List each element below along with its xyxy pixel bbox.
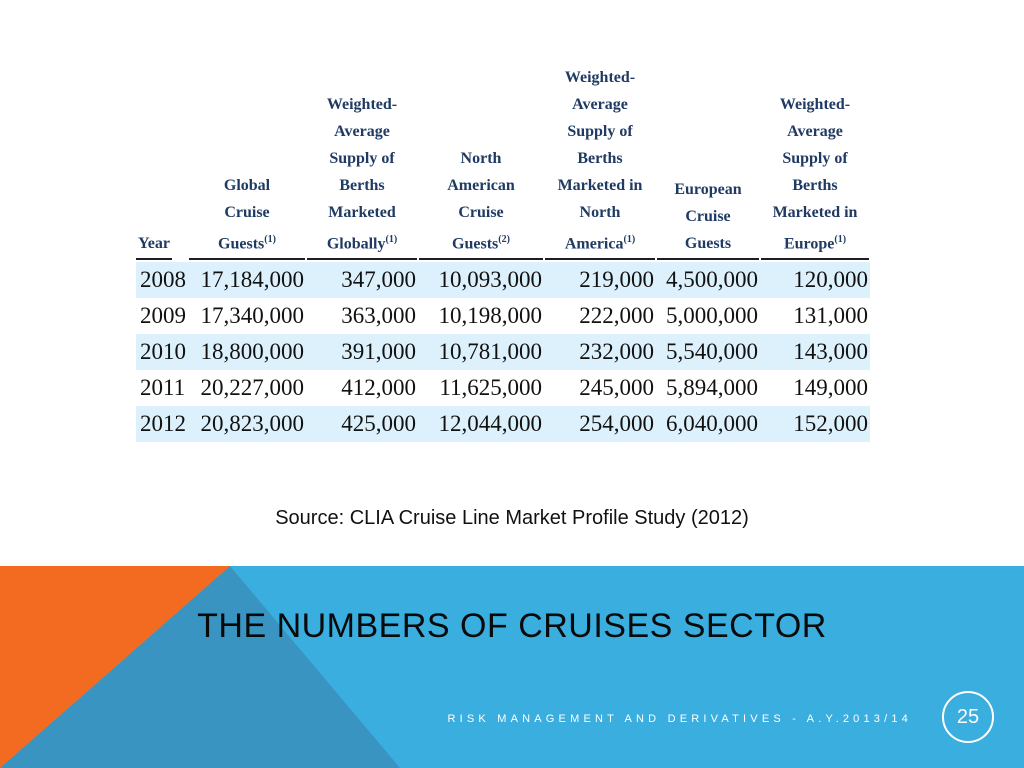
header-footnote-marker: (1): [385, 234, 398, 245]
value-cell: 149,000: [793, 375, 868, 401]
value-cell: 425,000: [306, 406, 418, 442]
column-header-3: [418, 64, 544, 262]
table-row: [136, 334, 870, 370]
column-header-label: [545, 64, 655, 260]
cruise-data-table: [136, 64, 870, 442]
table-header-row: [136, 64, 870, 262]
value-cell: 363,000: [341, 303, 416, 329]
header-line: North: [579, 204, 621, 221]
value-cell: 6,040,000: [656, 406, 760, 442]
year-cell: 2008: [136, 262, 188, 298]
value-cell: 152,000: [760, 406, 870, 442]
slide-title: THE NUMBERS OF CRUISES SECTOR: [197, 607, 827, 645]
value-cell: 18,800,000: [188, 334, 306, 370]
value-cell: 412,000: [341, 375, 416, 401]
value-cell: 219,000: [544, 262, 656, 298]
column-header-label: [419, 145, 543, 260]
value-cell: 5,540,000: [656, 334, 760, 370]
header-line: Year: [138, 235, 170, 253]
column-header-label: [761, 91, 869, 260]
header-line: [311, 226, 413, 257]
column-header-label: [657, 176, 759, 260]
page-number: 25: [956, 705, 980, 728]
header-line: Supply of: [329, 150, 395, 167]
footer-band: [0, 566, 1024, 768]
header-line: Average: [572, 96, 628, 113]
value-cell: 245,000: [579, 375, 654, 401]
year-cell: 2011: [140, 375, 186, 401]
header-line: Marketed in: [772, 204, 858, 221]
source-citation: Source: CLIA Cruise Line Market Profile Study (2012): [275, 507, 749, 529]
header-line-text: America: [564, 235, 624, 253]
value-cell: 12,044,000: [418, 406, 544, 442]
table-row: [136, 262, 870, 298]
header-line: Average: [334, 123, 390, 140]
header-line: Global: [223, 177, 271, 194]
header-line: Weighted-: [326, 96, 398, 113]
header-line: Average: [787, 123, 843, 140]
header-line: Berths: [577, 150, 623, 167]
header-footnote-marker: (2): [498, 234, 510, 245]
header-footnote-marker: (1): [623, 234, 636, 245]
column-header-2: [306, 64, 418, 262]
header-line: Marketed in: [557, 177, 643, 194]
header-line: Cruise: [685, 208, 731, 226]
value-cell: 347,000: [306, 262, 418, 298]
value-cell: 120,000: [760, 262, 870, 298]
value-cell: 143,000: [760, 334, 870, 370]
value-cell: 4,500,000: [656, 262, 760, 298]
value-cell: 131,000: [793, 303, 868, 329]
value-cell: 10,781,000: [418, 334, 544, 370]
header-line: [765, 226, 865, 257]
value-cell: 17,340,000: [200, 303, 304, 329]
header-line: Berths: [792, 177, 838, 194]
value-cell: 5,000,000: [666, 303, 758, 329]
cruise-data-table-container: [136, 64, 870, 442]
column-header-label: [307, 91, 417, 260]
value-cell: 11,625,000: [439, 375, 542, 401]
header-line: Supply of: [567, 123, 633, 140]
table-row: [136, 298, 870, 334]
header-line: Weighted-: [779, 96, 851, 113]
header-line: [549, 226, 651, 257]
header-line-text: Guests: [218, 235, 265, 253]
header-line: Marketed: [328, 204, 396, 221]
table-body: [136, 262, 870, 442]
table-row: [136, 406, 870, 442]
value-cell: 20,823,000: [188, 406, 306, 442]
column-header-0: [136, 64, 188, 262]
header-line: [423, 226, 539, 257]
column-header-6: [760, 64, 870, 262]
value-cell: 20,227,000: [200, 375, 304, 401]
header-line: North: [460, 150, 502, 167]
value-cell: 10,093,000: [418, 262, 544, 298]
header-line: Guests: [684, 235, 732, 253]
column-header-4: [544, 64, 656, 262]
year-cell: 2012: [136, 406, 188, 442]
column-header-5: [656, 64, 760, 262]
value-cell: 17,184,000: [188, 262, 306, 298]
header-line: Cruise: [224, 204, 270, 221]
header-line: American: [447, 177, 515, 194]
page-number-badge: [942, 691, 994, 743]
header-line: Berths: [339, 177, 385, 194]
header-line: Supply of: [782, 150, 848, 167]
header-line: [193, 226, 301, 257]
value-cell: 10,198,000: [438, 303, 542, 329]
header-line-text: Globally: [326, 235, 386, 253]
header-line: European: [674, 181, 742, 199]
header-line-text: Europe: [783, 235, 835, 253]
value-cell: 391,000: [306, 334, 418, 370]
header-footnote-marker: (1): [834, 234, 847, 245]
value-cell: 254,000: [544, 406, 656, 442]
header-line: Weighted-: [564, 69, 636, 86]
column-header-label: [136, 230, 172, 260]
footer-background-shapes: [0, 566, 1024, 768]
column-header-1: [188, 64, 306, 262]
year-cell: 2010: [136, 334, 188, 370]
value-cell: 222,000: [579, 303, 654, 329]
year-cell: 2009: [140, 303, 186, 329]
header-footnote-marker: (1): [264, 234, 276, 245]
table-row: [136, 370, 870, 406]
header-line-text: Guests: [452, 235, 499, 253]
column-header-label: [189, 172, 305, 260]
header-line: Cruise: [458, 204, 504, 221]
value-cell: 5,894,000: [666, 375, 758, 401]
slide-subtitle: RISK MANAGEMENT AND DERIVATIVES - A.Y.2013/14: [447, 713, 912, 725]
value-cell: 232,000: [544, 334, 656, 370]
